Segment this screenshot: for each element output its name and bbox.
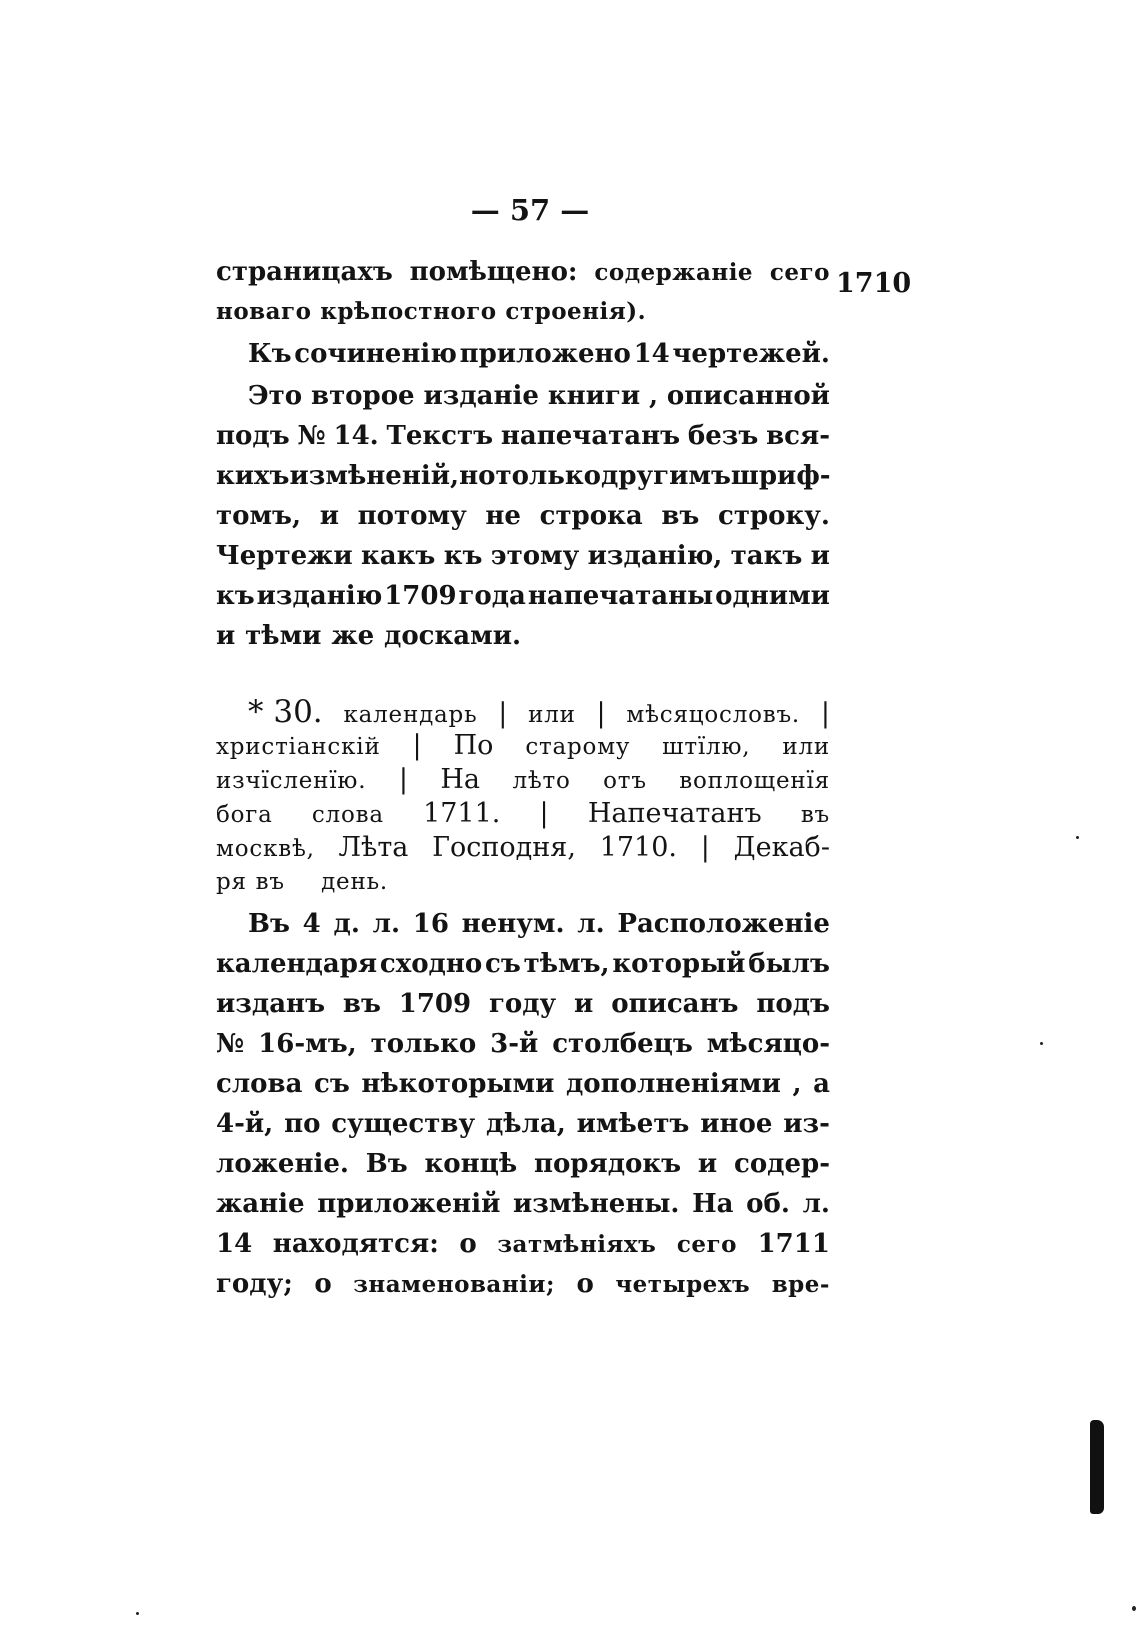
text-line: слова съ нѣкоторыми дополненіями , а xyxy=(216,1069,830,1099)
text-line: москвѣ, Лѣта Господня, 1710. | Декаб- xyxy=(216,832,830,863)
text-line: ложеніе. Въ концѣ порядокъ и содер- xyxy=(216,1149,830,1179)
text-line: христіанскій | По старому штїлю, или xyxy=(216,730,830,761)
text-line: томъ, и потому не строка въ строку. xyxy=(216,501,830,531)
text-line: Это второе изданіе книги , описанной xyxy=(248,381,830,411)
text-line: году; о знаменованіи; о четырехъ вре- xyxy=(216,1269,830,1299)
text-line: новаго крѣпостного строенія). xyxy=(216,298,647,325)
scan-speck xyxy=(1132,1606,1136,1611)
page-number: — 57 — xyxy=(470,193,590,227)
text-line: изданъ въ 1709 году и описанъ подъ xyxy=(216,989,830,1019)
entry-title xyxy=(216,695,830,899)
text-line: жаніе приложеній измѣнены. На об. л. xyxy=(216,1189,830,1219)
text-line: изчїсленїю. | На лѣто отъ воплощенїя xyxy=(216,764,830,795)
text-line: Въ 4 д. л. 16 ненум. л. Расположеніе xyxy=(248,909,830,939)
scan-edge-mark xyxy=(1090,1420,1104,1514)
text-line: № 16-мъ, только 3-й столбецъ мѣсяцо- xyxy=(216,1029,830,1059)
text-line: * 30. календарь | или | мѣсяцословъ. | xyxy=(248,694,830,730)
margin-date: 1710 xyxy=(836,268,912,299)
text-line: подъ № 14. Текстъ напечатанъ безъ вся- xyxy=(216,421,830,451)
text-line: кихъ измѣненій, но только другимъ шриф- xyxy=(216,461,831,491)
entry-number: * 30. xyxy=(248,694,323,730)
text-line: Къ сочиненію приложено 14 чертежей. xyxy=(248,339,830,369)
paragraph-continuation xyxy=(216,252,830,332)
text-line: 4-й, по существу дѣла, имѣетъ иное из- xyxy=(216,1109,830,1139)
scan-speck xyxy=(1076,836,1079,839)
scan-speck xyxy=(136,1612,139,1615)
text-line: 14 находятся: о затмѣніяхъ сего 1711 xyxy=(216,1229,830,1259)
text-line: Чертежи какъ къ этому изданію, такъ и xyxy=(216,541,830,571)
text-line: бога слова 1711. | Напечатанъ въ xyxy=(216,798,830,829)
text-line: страницахъ помѣщено: содержаніе сего xyxy=(216,257,830,287)
paragraph-second-edition xyxy=(216,376,830,656)
text-line: и тѣми же досками. xyxy=(216,621,522,651)
paragraph-description xyxy=(216,904,830,1304)
text-line: ря въ день. xyxy=(216,869,389,895)
paragraph-drawings xyxy=(216,334,830,374)
text-line: календаря сходно съ тѣмъ, который былъ xyxy=(216,949,830,979)
scan-speck xyxy=(1040,1042,1043,1045)
text-line: къ изданію 1709 года напечатаны одними xyxy=(216,581,830,611)
